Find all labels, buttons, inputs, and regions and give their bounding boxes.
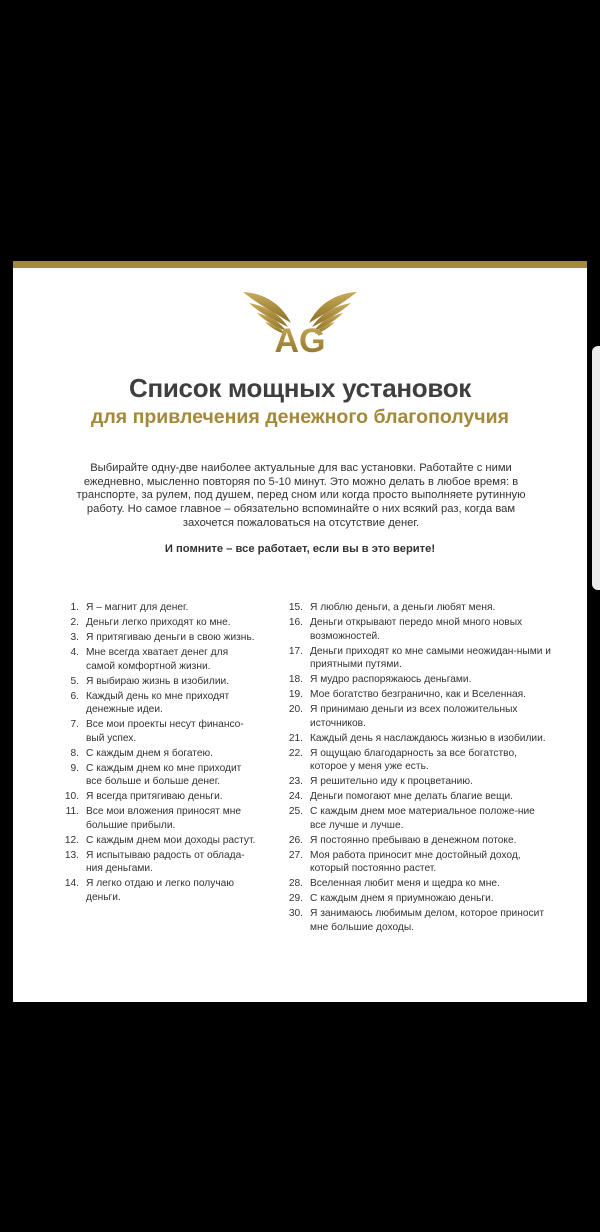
affirmation-text: Деньги открывают передо мной много новых возможностей. xyxy=(310,616,523,642)
affirmation-text: С каждым днем мои доходы растут. xyxy=(86,834,256,846)
affirmation-number: 19. xyxy=(288,689,303,701)
affirmation-text: Я – магнит для денег. xyxy=(86,602,189,613)
affirmation-item xyxy=(283,732,553,746)
affirmation-text: Я занимаюсь любимым делом, которое приносит мне большие доходы. xyxy=(310,908,544,933)
affirmation-number: 18. xyxy=(288,674,303,686)
affirmation-item xyxy=(283,747,553,774)
ag-winged-logo xyxy=(241,289,359,357)
affirmation-number: 10. xyxy=(64,791,79,803)
affirmation-text: Вселенная любит меня и щедра ко мне. xyxy=(310,878,500,890)
affirmation-number: 8. xyxy=(70,747,79,759)
affirmation-number: 2. xyxy=(70,616,79,628)
affirmation-item xyxy=(283,703,553,730)
affirmation-number: 9. xyxy=(70,762,79,774)
affirmation-item xyxy=(283,601,553,615)
document-subtitle: для привлечения денежного благополучия xyxy=(91,406,509,428)
affirmation-item xyxy=(283,892,553,906)
affirmation-text: С каждым днем я приумножаю деньги. xyxy=(310,893,494,905)
side-panel-handle[interactable] xyxy=(592,346,600,590)
affirmation-text: Я мудро распоряжаюсь деньгами. xyxy=(310,674,472,686)
affirmation-text: Деньги приходят ко мне самыми неожидан-ными и приятными путями. xyxy=(310,645,551,671)
affirmation-text: Я испытываю радость от облада-ния деньгами. xyxy=(86,849,245,875)
affirmation-number: 23. xyxy=(288,776,303,788)
affirmation-number: 6. xyxy=(70,690,79,702)
affirmation-item xyxy=(283,775,553,789)
affirmation-text: Я постоянно пребываю в денежном потоке. xyxy=(310,834,517,846)
affirmation-text: Я притягиваю деньги в свою жизнь. xyxy=(86,631,255,643)
affirmation-text: С каждым днем мое материальное положе-ние все лучше и лучше. xyxy=(310,806,535,831)
affirmation-item xyxy=(59,616,259,630)
affirmation-number: 14. xyxy=(64,878,79,890)
affirmation-number: 22. xyxy=(288,747,303,759)
affirmation-item xyxy=(59,790,259,804)
affirmation-text: Я решительно иду к процветанию. xyxy=(310,776,473,788)
affirmation-item xyxy=(59,690,259,717)
affirmation-number: 30. xyxy=(288,908,303,920)
affirmation-number: 26. xyxy=(288,834,303,846)
affirmation-number: 25. xyxy=(288,806,303,818)
affirmation-text: Моя работа приносит мне достойный доход, который постоянно растет. xyxy=(310,849,521,875)
affirmation-text: Каждый день ко мне приходят денежные идеи. xyxy=(86,690,230,716)
affirmation-text: Я ощущаю благодарность за все богатство, которое у меня уже есть. xyxy=(310,747,517,773)
document-page xyxy=(13,261,587,1002)
affirmation-item xyxy=(283,877,553,891)
affirmation-text: Все мои проекты несут финансо-вый успех. xyxy=(86,719,244,744)
affirmation-number: 3. xyxy=(70,631,79,643)
top-gold-bar xyxy=(13,261,587,268)
affirmation-text: Мне всегда хватает денег для самой комфортной жизни. xyxy=(86,646,229,672)
affirmation-number: 5. xyxy=(70,675,79,687)
affirmations-list-left xyxy=(59,601,259,906)
affirmation-number: 1. xyxy=(70,602,79,613)
remember-note: И помните – все работает, если вы в это верите! xyxy=(164,543,436,555)
affirmation-item xyxy=(59,834,259,848)
affirmation-number: 24. xyxy=(288,791,303,803)
affirmation-number: 29. xyxy=(288,893,303,905)
affirmation-text: С каждым днем я богатею. xyxy=(86,747,213,759)
affirmation-number: 28. xyxy=(288,878,303,890)
affirmation-item xyxy=(283,688,553,702)
affirmation-item xyxy=(283,907,553,934)
affirmation-text: Я принимаю деньги из всех положительных источников. xyxy=(310,704,518,729)
affirmation-item xyxy=(59,646,259,673)
logo-text: AG xyxy=(274,322,326,357)
affirmation-number: 7. xyxy=(70,719,79,731)
affirmation-number: 13. xyxy=(64,849,79,861)
affirmation-item xyxy=(283,673,553,687)
affirmation-item xyxy=(59,747,259,761)
affirmation-item xyxy=(59,805,259,832)
affirmation-text: Деньги легко приходят ко мне. xyxy=(86,616,231,628)
affirmation-item xyxy=(283,834,553,848)
affirmation-text: Все мои вложения приносят мне большие прибыли. xyxy=(86,806,242,831)
affirmation-item xyxy=(59,849,259,876)
affirmation-item xyxy=(283,790,553,804)
affirmation-number: 27. xyxy=(288,849,303,861)
affirmation-item xyxy=(59,601,259,615)
affirmation-text: Я выбираю жизнь в изобилии. xyxy=(86,675,230,687)
document-title: Список мощных установок xyxy=(128,373,472,403)
affirmation-text: Деньги помогают мне делать благие вещи. xyxy=(310,791,514,803)
affirmation-item xyxy=(283,805,553,832)
affirmation-item xyxy=(59,877,259,904)
affirmation-text: Я люблю деньги, а деньги любят меня. xyxy=(310,602,496,613)
affirmation-number: 21. xyxy=(288,732,303,744)
affirmation-item xyxy=(283,849,553,876)
affirmations-list-right xyxy=(283,601,553,936)
affirmation-number: 12. xyxy=(64,834,79,846)
affirmation-item xyxy=(59,718,259,745)
affirmation-text: Мое богатство безгранично, как и Вселенная. xyxy=(310,689,527,701)
affirmation-number: 15. xyxy=(288,602,303,613)
affirmation-number: 11. xyxy=(65,806,79,818)
affirmation-number: 4. xyxy=(70,646,79,658)
affirmation-item xyxy=(59,762,259,789)
affirmation-text: Я легко отдаю и легко получаю деньги. xyxy=(86,878,234,903)
intro-paragraph: Выбирайте одну-две наиболее актуальные для вас установки. Работайте с ними ежедневно, мысленно повторяя по 5-10 минут. Это можно делать в любое время: в транспорте, за рулем, под душем, перед сном или когда просто выполняете рутинную работу. Но самое главное – обязательно вспоминайте о них всякий раз, когда вам захочется пожаловаться на отсутствие денег. xyxy=(76,462,526,529)
affirmation-number: 16. xyxy=(288,616,303,628)
affirmation-item xyxy=(283,645,553,672)
affirmation-number: 17. xyxy=(288,645,303,657)
affirmation-text: Я всегда притягиваю деньги. xyxy=(86,791,223,803)
affirmation-item xyxy=(283,616,553,643)
affirmation-text: Каждый день я наслаждаюсь жизнью в изобилии. xyxy=(310,732,546,744)
affirmation-item xyxy=(59,675,259,689)
affirmation-text: С каждым днем ко мне приходит все больше и больше денег. xyxy=(86,762,242,788)
affirmation-item xyxy=(59,631,259,645)
affirmation-number: 20. xyxy=(288,704,303,716)
